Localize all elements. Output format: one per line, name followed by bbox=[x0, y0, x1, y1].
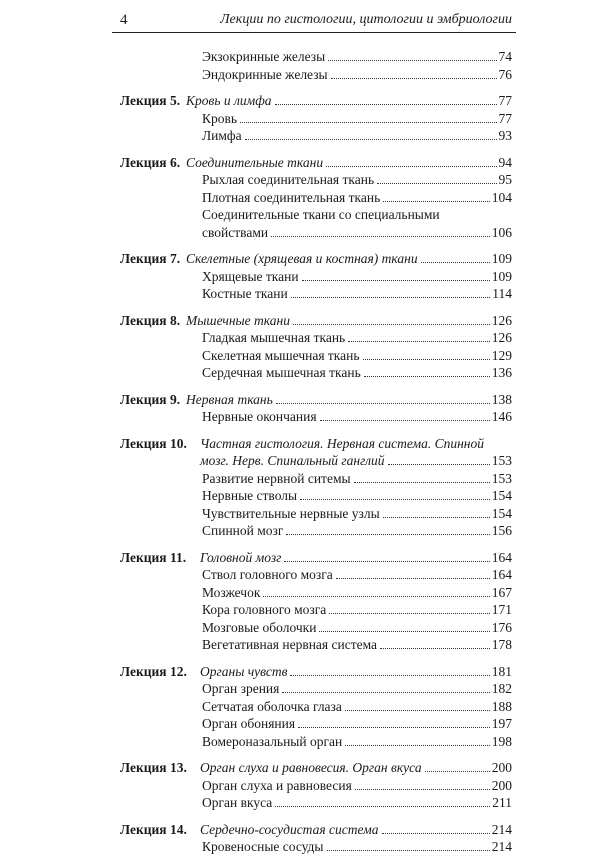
toc-page-number: 114 bbox=[492, 286, 512, 301]
lecture-label: Лекция 13. bbox=[120, 760, 187, 775]
toc-page-number: 214 bbox=[491, 821, 512, 837]
toc-sub-entry bbox=[120, 206, 512, 241]
toc-title-cell bbox=[120, 584, 512, 602]
toc-title-cell bbox=[120, 636, 512, 654]
toc-page-number: 167 bbox=[491, 584, 512, 600]
toc-title-cell bbox=[120, 794, 512, 812]
dot-leader bbox=[326, 166, 496, 167]
dot-leader bbox=[345, 710, 490, 711]
lecture-label: Лекция 9. bbox=[120, 391, 181, 407]
toc-sub-entry bbox=[120, 505, 512, 523]
toc-title-cell bbox=[120, 189, 512, 207]
dot-leader bbox=[354, 482, 490, 483]
toc-sub-entry bbox=[120, 110, 512, 128]
toc-page-number: 178 bbox=[491, 637, 512, 652]
toc-page-number: 200 bbox=[491, 777, 512, 793]
toc-page-number: 93 bbox=[498, 128, 512, 143]
toc-page-number: 182 bbox=[491, 681, 512, 696]
toc-title: Костные ткани bbox=[202, 286, 288, 301]
dot-leader bbox=[275, 104, 497, 105]
lecture-label: Лекция 5. bbox=[120, 93, 181, 108]
table-of-contents bbox=[120, 48, 512, 856]
toc-title: Нервные окончания bbox=[202, 409, 317, 424]
toc-page-number: 176 bbox=[491, 619, 512, 635]
toc-title: Органы чувств bbox=[200, 663, 288, 679]
toc-sub-entry bbox=[120, 329, 512, 347]
toc-page-number: 188 bbox=[491, 698, 512, 714]
toc-title: Мозжечок bbox=[202, 584, 261, 600]
toc-lecture-entry bbox=[120, 391, 512, 409]
toc-title-continued: мозг. Нерв. Спинальный ганглий bbox=[200, 453, 385, 468]
toc-page-number: 138 bbox=[491, 391, 512, 407]
toc-title: Соединительные ткани bbox=[186, 154, 324, 170]
toc-sub-entry bbox=[120, 698, 512, 716]
toc-title: Орган вкуса bbox=[202, 795, 273, 810]
toc-sub-entry bbox=[120, 487, 512, 505]
toc-page-number: 126 bbox=[491, 312, 512, 328]
toc-page-number: 181 bbox=[491, 663, 512, 679]
toc-sub-entry bbox=[120, 584, 512, 602]
dot-leader bbox=[383, 201, 490, 202]
toc-page-number: 200 bbox=[491, 760, 512, 775]
dot-leader bbox=[363, 359, 490, 360]
dot-leader bbox=[380, 648, 490, 649]
toc-title-cell bbox=[120, 619, 512, 637]
toc-sub-entry bbox=[120, 619, 512, 637]
toc-title: Чувствительные нервные узлы bbox=[202, 505, 380, 521]
toc-title-cell bbox=[120, 171, 512, 189]
dot-leader bbox=[329, 613, 489, 614]
toc-lecture-entry bbox=[120, 821, 512, 839]
toc-title: Ствол головного мозга bbox=[202, 567, 333, 582]
page-number: 4 bbox=[120, 12, 128, 28]
toc-title: Сердечно-сосудистая система bbox=[200, 821, 379, 837]
dot-leader bbox=[263, 596, 489, 597]
toc-sub-entry bbox=[120, 285, 512, 303]
toc-sub-entry bbox=[120, 522, 512, 540]
lecture-label: Лекция 14. bbox=[120, 821, 187, 837]
dot-leader bbox=[271, 236, 490, 237]
toc-title-cell bbox=[120, 268, 512, 286]
toc-page-number: 214 bbox=[491, 839, 512, 854]
toc-title-cell bbox=[120, 347, 512, 365]
dot-leader bbox=[286, 534, 489, 535]
toc-title-cell bbox=[120, 566, 512, 584]
dot-leader bbox=[328, 60, 496, 61]
toc-title: Орган слуха и равновесия. Орган вкуса bbox=[200, 760, 422, 775]
toc-title: Вомероназальный орган bbox=[202, 733, 343, 749]
dot-leader bbox=[331, 78, 497, 79]
toc-page-number: 153 bbox=[491, 453, 512, 468]
toc-sub-entry bbox=[120, 680, 512, 698]
toc-title-cell bbox=[120, 470, 512, 488]
lecture-label: Лекция 10. bbox=[120, 435, 187, 451]
toc-lecture-entry bbox=[120, 312, 512, 330]
toc-title-line-2 bbox=[120, 224, 512, 242]
toc-title-cell bbox=[120, 110, 512, 128]
toc-title: Плотная соединительная ткань bbox=[202, 189, 381, 205]
dot-leader bbox=[284, 561, 489, 562]
dot-leader bbox=[282, 692, 489, 693]
toc-sub-entry bbox=[120, 601, 512, 619]
toc-sub-entry bbox=[120, 838, 512, 856]
toc-title: Эндокринные железы bbox=[202, 66, 328, 82]
toc-title-continued: свойствами bbox=[202, 224, 269, 240]
toc-title: Мышечные ткани bbox=[186, 312, 290, 328]
toc-title: Орган зрения bbox=[202, 681, 280, 696]
dot-leader bbox=[377, 183, 496, 184]
toc-sub-entry bbox=[120, 566, 512, 584]
dot-leader bbox=[364, 376, 490, 377]
dot-leader bbox=[245, 139, 497, 140]
dot-leader bbox=[348, 341, 490, 342]
toc-sub-entry bbox=[120, 470, 512, 488]
running-title: Лекции по гистологии, цитологии и эмбриологии bbox=[220, 12, 512, 27]
toc-page-number: 211 bbox=[492, 795, 512, 810]
toc-page-number: 106 bbox=[491, 224, 512, 240]
toc-title: Рыхлая соединительная ткань bbox=[202, 172, 375, 187]
toc-title: Спинной мозг bbox=[202, 523, 284, 538]
toc-page-number: 164 bbox=[491, 567, 512, 582]
dot-leader bbox=[345, 745, 490, 746]
toc-sub-entry bbox=[120, 66, 512, 84]
toc-title-cell bbox=[120, 698, 512, 716]
toc-sub-entry bbox=[120, 268, 512, 286]
toc-sub-entry bbox=[120, 794, 512, 812]
lecture-label: Лекция 6. bbox=[120, 154, 181, 170]
toc-title-cell bbox=[120, 838, 512, 856]
toc-title-cell bbox=[120, 601, 512, 619]
toc-title-cell bbox=[120, 733, 512, 751]
toc-page-number: 95 bbox=[498, 172, 512, 187]
toc-sub-entry bbox=[120, 733, 512, 751]
toc-title-cell bbox=[120, 522, 512, 540]
toc-title: Нервная ткань bbox=[186, 391, 273, 407]
toc-page-number: 153 bbox=[491, 470, 512, 486]
toc-sub-entry bbox=[120, 408, 512, 426]
toc-title: Сетчатая оболочка глаза bbox=[202, 698, 342, 714]
toc-title-cell bbox=[120, 364, 512, 382]
toc-title: Развитие нервной ситемы bbox=[202, 470, 351, 486]
toc-lecture-entry bbox=[120, 92, 512, 110]
toc-page-number: 136 bbox=[491, 365, 512, 380]
toc-page-number: 109 bbox=[491, 268, 512, 284]
toc-title: Кора головного мозга bbox=[202, 602, 327, 617]
dot-leader bbox=[293, 324, 490, 325]
toc-lecture-entry bbox=[120, 435, 512, 470]
toc-title-cell bbox=[120, 505, 512, 523]
toc-page-number: 164 bbox=[491, 549, 512, 565]
dot-leader bbox=[302, 280, 490, 281]
dot-leader bbox=[327, 850, 490, 851]
toc-page-number: 156 bbox=[491, 523, 512, 538]
toc-page-number: 198 bbox=[491, 733, 512, 749]
dot-leader bbox=[382, 833, 490, 834]
dot-leader bbox=[276, 403, 490, 404]
dot-leader bbox=[425, 771, 490, 772]
dot-leader bbox=[298, 727, 490, 728]
toc-lecture-entry bbox=[120, 759, 512, 777]
toc-lecture-entry bbox=[120, 154, 512, 172]
toc-title: Скелетные (хрящевая и костная) ткани bbox=[186, 251, 418, 266]
toc-sub-entry bbox=[120, 48, 512, 66]
toc-title: Скелетная мышечная ткань bbox=[202, 347, 360, 363]
toc-page-number: 146 bbox=[491, 409, 512, 424]
toc-title: Орган обоняния bbox=[202, 716, 296, 731]
toc-sub-entry bbox=[120, 364, 512, 382]
toc-page-number: 94 bbox=[498, 154, 512, 170]
toc-title-cell bbox=[120, 66, 512, 84]
dot-leader bbox=[275, 806, 490, 807]
toc-title: Хрящевые ткани bbox=[202, 268, 299, 284]
toc-title-cell bbox=[120, 680, 512, 698]
toc-page-number: 197 bbox=[491, 716, 512, 731]
lecture-label: Лекция 12. bbox=[120, 663, 187, 679]
dot-leader bbox=[336, 578, 490, 579]
toc-title: Мозговые оболочки bbox=[202, 619, 317, 635]
toc-page-number: 126 bbox=[491, 330, 512, 345]
dot-leader bbox=[388, 464, 490, 465]
toc-lecture-entry bbox=[120, 250, 512, 268]
toc-page-number: 154 bbox=[491, 505, 512, 521]
dot-leader bbox=[290, 675, 489, 676]
toc-page-number: 129 bbox=[491, 347, 512, 363]
dot-leader bbox=[300, 499, 490, 500]
toc-title: Вегетативная нервная система bbox=[202, 637, 378, 652]
toc-title-cell bbox=[120, 408, 512, 426]
page-header bbox=[0, 0, 600, 40]
toc-title-line-1: Соединительные ткани со специальными bbox=[202, 207, 440, 222]
dot-leader bbox=[421, 262, 490, 263]
dot-leader bbox=[291, 297, 491, 298]
toc-sub-entry bbox=[120, 715, 512, 733]
toc-title-line-2 bbox=[120, 452, 512, 470]
toc-page-number: 74 bbox=[498, 49, 512, 64]
toc-lecture-entry bbox=[120, 663, 512, 681]
toc-sub-entry bbox=[120, 777, 512, 795]
toc-title: Орган слуха и равновесия bbox=[202, 777, 352, 793]
toc-title: Экзокринные железы bbox=[202, 49, 326, 64]
toc-title: Кровь и лимфа bbox=[186, 93, 272, 108]
toc-sub-entry bbox=[120, 127, 512, 145]
toc-sub-entry bbox=[120, 189, 512, 207]
toc-title: Гладкая мышечная ткань bbox=[202, 330, 346, 345]
toc-title: Кровь bbox=[202, 110, 238, 126]
toc-page-number: 109 bbox=[491, 251, 512, 266]
toc-sub-entry bbox=[120, 636, 512, 654]
toc-title-cell bbox=[120, 715, 512, 733]
toc-page-number: 77 bbox=[498, 110, 512, 126]
toc-sub-entry bbox=[120, 171, 512, 189]
toc-title: Нервные стволы bbox=[202, 488, 298, 503]
toc-page-number: 77 bbox=[498, 93, 512, 108]
toc-title-cell bbox=[120, 329, 512, 347]
toc-title-cell bbox=[120, 127, 512, 145]
dot-leader bbox=[240, 122, 496, 123]
toc-title: Головной мозг bbox=[200, 549, 282, 565]
lecture-label: Лекция 7. bbox=[120, 251, 181, 266]
toc-page-number: 76 bbox=[498, 66, 512, 82]
lecture-label: Лекция 8. bbox=[120, 312, 181, 328]
toc-sub-entry bbox=[120, 347, 512, 365]
dot-leader bbox=[355, 789, 490, 790]
lecture-label: Лекция 11. bbox=[120, 549, 187, 565]
toc-title-cell bbox=[120, 777, 512, 795]
header-divider bbox=[112, 32, 516, 33]
dot-leader bbox=[319, 631, 489, 632]
dot-leader bbox=[320, 420, 490, 421]
toc-title-cell bbox=[120, 285, 512, 303]
toc-title-cell bbox=[120, 48, 512, 66]
toc-page-number: 171 bbox=[491, 602, 512, 617]
toc-lecture-entry bbox=[120, 549, 512, 567]
toc-page-number: 104 bbox=[491, 189, 512, 205]
toc-page-number: 154 bbox=[491, 488, 512, 503]
toc-title: Лимфа bbox=[202, 128, 242, 143]
toc-title: Кровеносные сосуды bbox=[202, 839, 324, 854]
toc-title: Сердечная мышечная ткань bbox=[202, 365, 361, 380]
toc-title: Частная гистология. Нервная система. Спинной bbox=[200, 435, 485, 451]
dot-leader bbox=[383, 517, 490, 518]
toc-title-cell bbox=[120, 487, 512, 505]
